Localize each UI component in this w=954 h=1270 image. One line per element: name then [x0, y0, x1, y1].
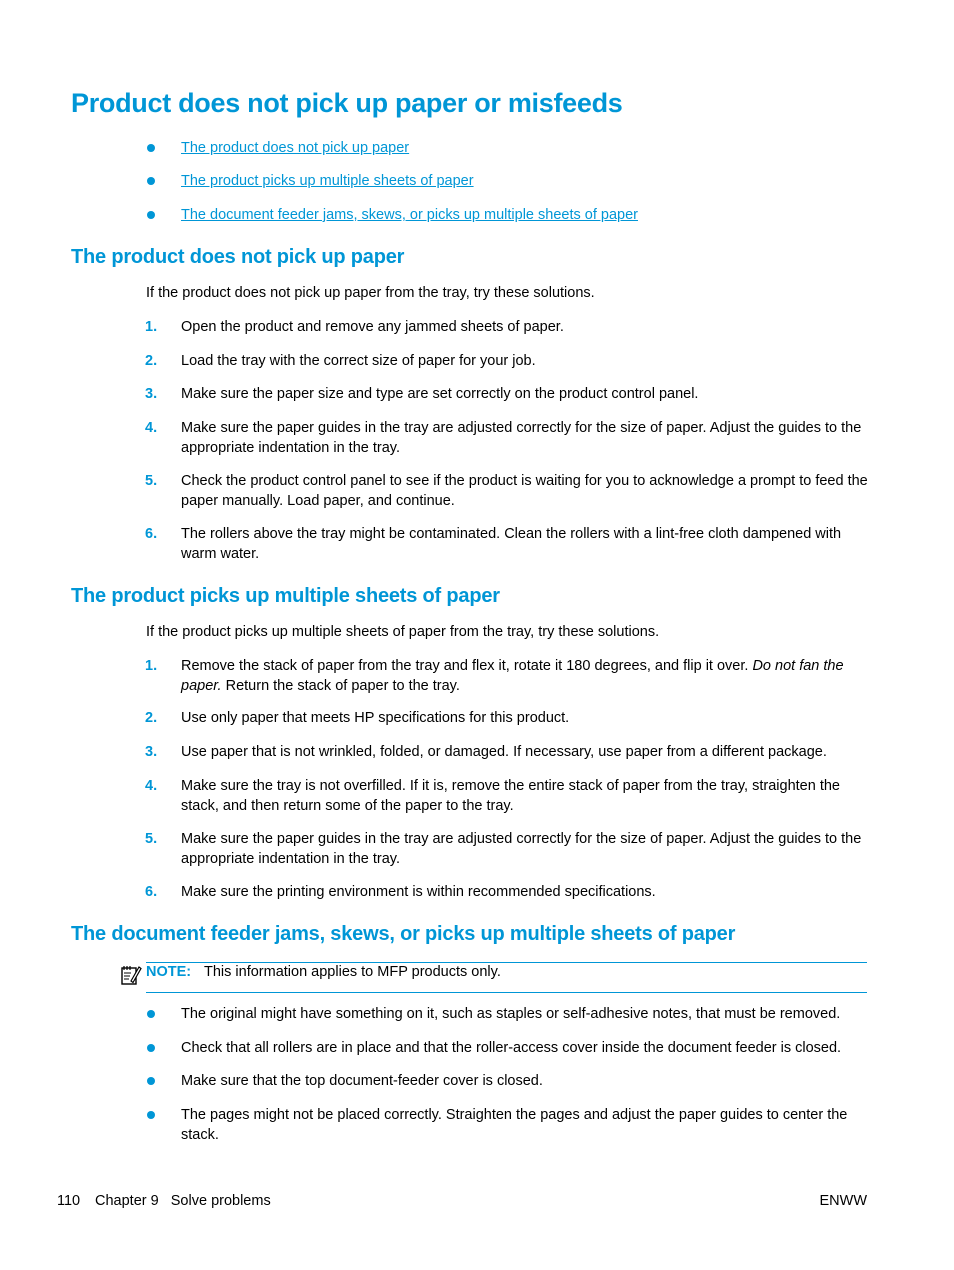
step-number: 1. [145, 319, 158, 335]
step-text: Make sure the printing environment is within recommended specifications. [181, 884, 656, 900]
step-number: 5. [145, 473, 158, 489]
section-heading-multiple-sheets: The product picks up multiple sheets of paper [71, 585, 500, 607]
step-text: The rollers above the tray might be contaminated. Clean the rollers with a lint-free cloth dampened with warm water. [181, 526, 842, 562]
step-text-emphasis: Do not fan the paper. [181, 658, 844, 694]
step-number: 1. [145, 658, 158, 674]
section-intro: If the product does not pick up paper from the tray, try these solutions. [146, 285, 595, 301]
step-text: Open the product and remove any jammed sheets of paper. [181, 319, 564, 335]
section-heading-not-pick-up: The product does not pick up paper [71, 246, 405, 268]
note-pencil-icon [120, 964, 142, 986]
step-number: 5. [145, 831, 158, 847]
footer-chapter: Chapter 9 Solve problems [95, 1193, 271, 1209]
step-number: 3. [145, 744, 158, 760]
step-text-part: Remove the stack of paper from the tray and flex it, rotate it 180 degrees, and flip it over. [181, 658, 753, 674]
section-heading-document-feeder: The document feeder jams, skews, or picks up multiple sheets of paper [71, 923, 736, 945]
list-item: Make sure that the top document-feeder cover is closed. [181, 1073, 543, 1089]
step-text-part: Return the stack of paper to the tray. [221, 677, 460, 694]
step-number: 3. [145, 386, 158, 402]
step-number: 4. [145, 420, 158, 436]
step-text: Use paper that is not wrinkled, folded, or damaged. If necessary, use paper from a different package. [181, 744, 827, 760]
step-number: 2. [145, 353, 158, 369]
footer-page-number: 110 [57, 1193, 81, 1209]
bullet-dot [147, 1077, 155, 1085]
bullet-dot [147, 177, 155, 185]
step-text: Use only paper that meets HP specifications for this product. [181, 710, 570, 726]
step-text: Make sure the paper guides in the tray are adjusted correctly for the size of paper. Adjust the guides to the appropriate indentation in the tray. [181, 420, 862, 456]
step-number: 6. [145, 884, 158, 900]
link-does-not-pick-up[interactable]: The product does not pick up paper [181, 140, 410, 156]
step-text: Make sure the paper size and type are set correctly on the product control panel. [181, 386, 699, 402]
bullet-dot [147, 1010, 155, 1018]
step-number: 6. [145, 526, 158, 542]
step-text [181, 657, 871, 696]
list-item: The pages might not be placed correctly. Straighten the pages and adjust the paper guides to center the stack. [181, 1107, 848, 1143]
bullet-dot [147, 1044, 155, 1052]
step-number: 2. [145, 710, 158, 726]
step-text: Make sure the paper guides in the tray are adjusted correctly for the size of paper. Adjust the guides to the appropriate indentation in the tray. [181, 831, 862, 867]
step-text: Load the tray with the correct size of paper for your job. [181, 353, 536, 369]
note-text: This information applies to MFP products only. [204, 964, 501, 980]
step-text: Check the product control panel to see if the product is waiting for you to acknowledge a prompt to feed the paper manually. Load paper, and continue. [181, 473, 868, 509]
bullet-dot [147, 144, 155, 152]
bullet-dot [147, 1111, 155, 1119]
section-intro: If the product picks up multiple sheets of paper from the tray, try these solutions. [146, 624, 660, 640]
bullet-dot [147, 211, 155, 219]
note-box [146, 962, 867, 993]
link-document-feeder[interactable]: The document feeder jams, skews, or picks up multiple sheets of paper [181, 207, 638, 223]
step-number: 4. [145, 778, 158, 794]
footer-enww: ENWW [819, 1193, 867, 1209]
list-item: Check that all rollers are in place and that the roller-access cover inside the document feeder is closed. [181, 1040, 842, 1056]
step-text: Make sure the tray is not overfilled. If it is, remove the entire stack of paper from the tray, straighten the stack, and then return some of the paper to the tray. [181, 778, 840, 814]
page-title: Product does not pick up paper or misfeeds [71, 88, 623, 118]
note-label: NOTE: [146, 964, 192, 980]
list-item: The original might have something on it, such as staples or self-adhesive notes, that must be removed. [181, 1006, 841, 1022]
link-picks-up-multiple[interactable]: The product picks up multiple sheets of paper [181, 173, 474, 189]
